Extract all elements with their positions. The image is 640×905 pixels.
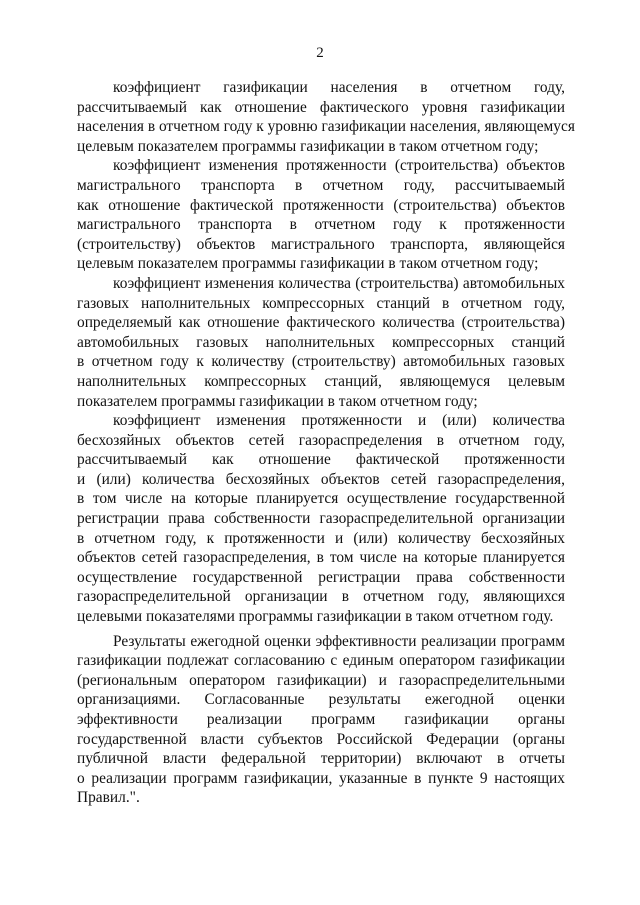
text-line: (региональным оператором газификации) и газораспределительными [77, 671, 565, 689]
paragraph-ownerless-objects-coefficient [77, 411, 565, 627]
text-line: объектов сетей газораспределения, в том числе на которые планируется [77, 549, 565, 567]
text-line: в отчетном году к количеству (строительству) автомобильных газовых [77, 353, 565, 371]
text-line: Результаты ежегодной оценки эффективности реализации программ [113, 632, 565, 650]
text-line: рассчитываемый как отношение фактического уровня газификации [77, 98, 565, 116]
text-line: магистрального транспорта в отчетном году, рассчитываемый [77, 176, 565, 194]
text-line: о реализации программ газификации, указанные в пункте 9 настоящих [77, 769, 565, 787]
text-line: в отчетном году, к протяженности и (или) количеству бесхозяйных [77, 529, 565, 547]
text-line: (строительству) объектов магистрального транспорта, являющейся [77, 235, 565, 253]
text-line: магистрального транспорта в отчетном году к протяженности [77, 216, 565, 234]
text-line: рассчитываемый как отношение фактической протяженности [77, 451, 565, 469]
text-line: бесхозяйных объектов сетей газораспределения в отчетном году, [77, 431, 565, 449]
paragraph-results-approval [77, 632, 565, 808]
text-line: как отношение фактической протяженности (строительства) объектов [77, 196, 565, 214]
paragraph-gasification-coefficient [77, 78, 575, 156]
text-line: коэффициент изменения протяженности (строительства) объектов [113, 157, 565, 175]
page-number: 2 [316, 45, 324, 61]
text-line: осуществление государственной регистрации права собственности [77, 568, 565, 586]
text-line: целевым показателем программы газификации в таком отчетном году; [77, 255, 539, 273]
text-line: коэффициент изменения протяженности и (или) количества [113, 412, 565, 430]
text-line: газораспределительной организации в отчетном году, являющихся [77, 588, 565, 606]
text-line: показателем программы газификации в таком отчетном году; [77, 392, 478, 410]
text-line: автомобильных газовых наполнительных компрессорных станций [77, 333, 565, 351]
text-line: определяемый как отношение фактического количества (строительства) [77, 314, 565, 332]
paragraph-pipeline-length-coefficient [77, 156, 565, 274]
text-line: публичной власти федеральной территории) включают в отчеты [77, 750, 565, 768]
text-line: государственной власти субъектов Российской Федерации (органы [77, 730, 565, 748]
text-line: в том числе на которые планируется осуществление государственной [77, 490, 565, 508]
text-line: коэффициент изменения количества (строительства) автомобильных [113, 274, 565, 292]
text-line: Правил.". [77, 789, 140, 807]
text-line: наполнительных компрессорных станций, являющемуся целевым [77, 372, 565, 390]
text-line: целевыми показателями программы газификации в таком отчетном году. [77, 608, 554, 626]
text-line: эффективности реализации программ газификации органы [77, 711, 565, 728]
text-line: газификации подлежат согласованию с единым оператором газификации [77, 652, 565, 670]
document-body [77, 78, 575, 808]
text-line: организациями. Согласованные результаты ежегодной оценки [77, 691, 565, 709]
text-line: регистрации права собственности газораспределительной организации [77, 510, 565, 528]
paragraph-cng-stations-coefficient [77, 274, 565, 411]
text-line: целевым показателем программы газификации в таком отчетном году; [77, 137, 539, 155]
text-line: населения в отчетном году к уровню газификации населения, являющемуся [77, 118, 575, 136]
text-line: коэффициент газификации населения в отчетном году, [113, 79, 565, 96]
text-line: газовых наполнительных компрессорных станций в отчетном году, [77, 294, 565, 312]
text-line: и (или) количества бесхозяйных объектов сетей газораспределения, [77, 470, 565, 488]
